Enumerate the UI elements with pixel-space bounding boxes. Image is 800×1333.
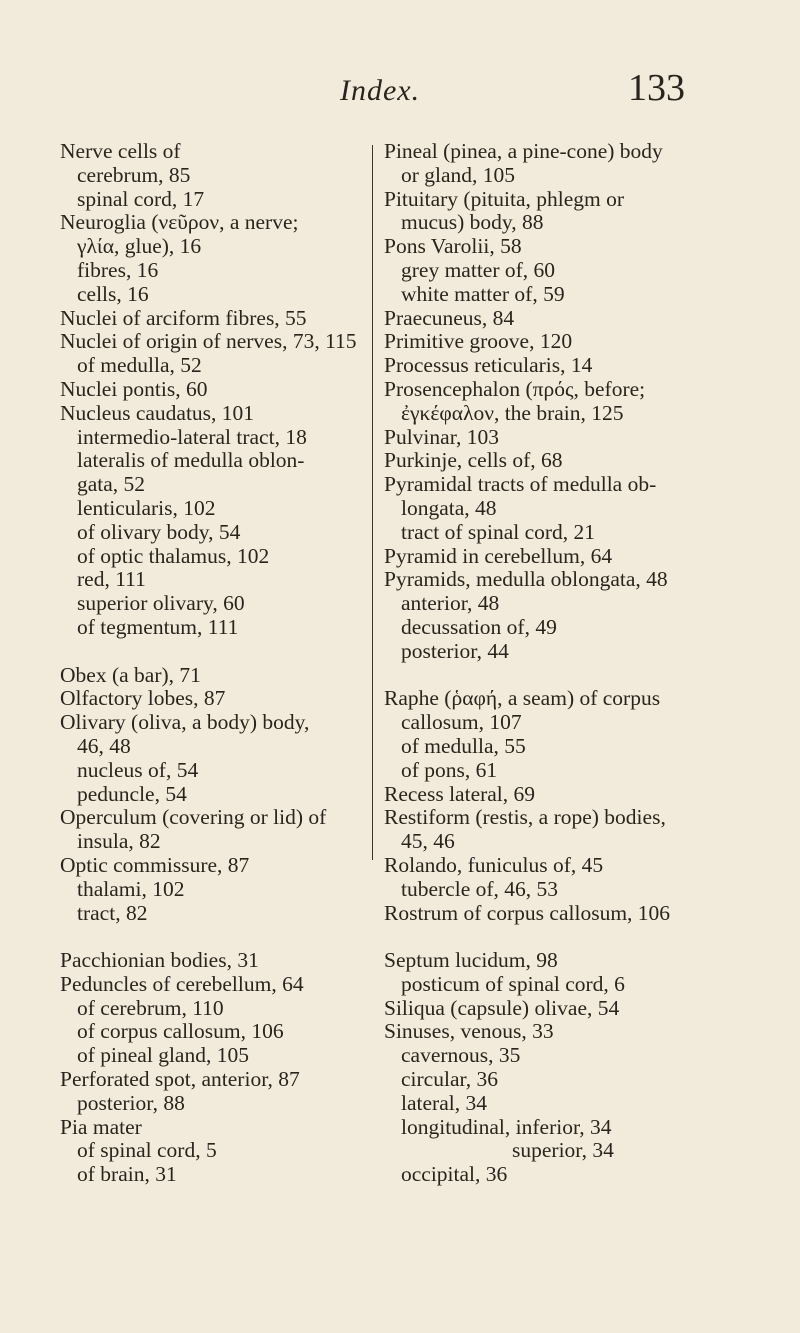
index-subentry: circular, 36 <box>401 1067 499 1092</box>
index-entry: Nuclei of arciform fibres, 55 <box>60 305 307 330</box>
index-subentry: mucus) body, 88 <box>401 210 544 235</box>
index-entry: Siliqua (capsule) olivae, 54 <box>384 995 620 1020</box>
index-column-left <box>60 140 360 1187</box>
index-subentry: spinal cord, 17 <box>77 186 205 211</box>
index-entry: Septum lucidum, 98 <box>384 948 558 973</box>
index-entry: Pyramid in cerebellum, 64 <box>384 543 613 568</box>
index-subentry: nucleus of, 54 <box>77 757 199 782</box>
index-subentry: fibres, 16 <box>77 257 159 282</box>
index-entry: Processus reticularis, 14 <box>384 353 593 378</box>
index-subentry: of medulla, 52 <box>77 353 202 378</box>
index-subentry: grey matter of, 60 <box>401 257 556 282</box>
section-gap <box>60 640 360 664</box>
index-subentry: of optic thalamus, 102 <box>77 543 270 568</box>
index-subentry: or gland, 105 <box>401 162 516 187</box>
index-entry: Pyramidal tracts of medulla ob- <box>384 472 657 497</box>
index-subentry: of tegmentum, 111 <box>77 614 239 639</box>
index-entry: Nuclei pontis, 60 <box>60 376 208 401</box>
index-subentry: gata, 52 <box>77 472 146 497</box>
index-subentry: of brain, 31 <box>77 1162 177 1187</box>
index-subentry: of pons, 61 <box>401 757 498 782</box>
index-entry: Pons Varolii, 58 <box>384 234 522 259</box>
index-entry: Raphe (ῥαφή, a seam) of corpus <box>384 686 661 711</box>
index-subentry: of spinal cord, 5 <box>77 1138 217 1163</box>
index-entry: Nerve cells of <box>60 139 181 163</box>
index-entry: Pyramids, medulla oblongata, 48 <box>384 567 668 592</box>
index-subentry: tubercle of, 46, 53 <box>401 876 559 901</box>
section-gap <box>384 664 724 688</box>
index-subentry: peduncle, 54 <box>77 781 187 806</box>
index-entry: Pacchionian bodies, 31 <box>60 948 259 973</box>
index-entry: Peduncles of cerebellum, 64 <box>60 971 304 996</box>
index-entry: Praecuneus, 84 <box>384 305 515 330</box>
index-subentry: decussation of, 49 <box>401 614 557 639</box>
index-entry: Pia mater <box>60 1114 142 1139</box>
index-entry: Prosencephalon (πρός, before; <box>384 376 646 401</box>
index-subentry: superior olivary, 60 <box>77 591 245 616</box>
section-gap <box>60 925 360 949</box>
index-subentry: callosum, 107 <box>401 710 522 735</box>
index-subentry: of cerebrum, 110 <box>77 995 224 1020</box>
index-subentry: γλία, glue), 16 <box>77 234 202 259</box>
index-subentry: of corpus callosum, 106 <box>77 1019 284 1044</box>
index-subentry: 46, 48 <box>77 733 131 758</box>
index-subentry: cavernous, 35 <box>401 1043 521 1068</box>
index-entry: Operculum (covering or lid) of <box>60 805 327 830</box>
index-subentry: lateralis of medulla oblon- <box>77 448 305 473</box>
index-entry: Rostrum of corpus callosum, 106 <box>384 900 671 925</box>
index-subentry: longata, 48 <box>401 495 497 520</box>
index-subentry: intermedio-lateral tract, 18 <box>77 424 307 449</box>
index-subentry: occipital, 36 <box>401 1162 508 1187</box>
index-entry: Pineal (pinea, a pine-cone) body <box>384 139 663 163</box>
index-entry: Olfactory lobes, 87 <box>60 686 226 711</box>
index-subentry: 45, 46 <box>401 829 455 854</box>
index-entry: Restiform (restis, a rope) bodies, <box>384 805 666 830</box>
index-subentry: posterior, 88 <box>77 1090 185 1115</box>
index-entry: Optic commissure, 87 <box>60 852 250 877</box>
index-entry: Obex (a bar), 71 <box>60 662 201 687</box>
index-entry: Pulvinar, 103 <box>384 424 499 449</box>
index-subentry: lateral, 34 <box>401 1090 487 1115</box>
index-subentry: tract of spinal cord, 21 <box>401 519 596 544</box>
index-subentry: lenticularis, 102 <box>77 495 216 520</box>
index-column-right <box>384 140 724 1187</box>
index-subentry: of medulla, 55 <box>401 733 526 758</box>
index-subentry: of pineal gland, 105 <box>77 1043 249 1068</box>
index-entry: Sinuses, venous, 33 <box>384 1019 554 1044</box>
page-title: Index. <box>340 74 421 107</box>
index-subentry: insula, 82 <box>77 829 161 854</box>
page-number: 133 <box>628 67 685 109</box>
index-entry: Primitive groove, 120 <box>384 329 573 354</box>
index-subentry: tract, 82 <box>77 900 148 925</box>
index-subentry: white matter of, 59 <box>401 281 565 306</box>
index-subentry: cells, 16 <box>77 281 149 306</box>
index-subentry: longitudinal, inferior, 34 <box>401 1114 612 1139</box>
index-subentry: posticum of spinal cord, 6 <box>401 971 625 996</box>
running-head <box>0 66 800 110</box>
index-entry: Rolando, funiculus of, 45 <box>384 852 604 877</box>
index-entry: Purkinje, cells of, 68 <box>384 448 563 473</box>
index-subentry: ἐγκέφαλον, the brain, 125 <box>401 400 624 425</box>
index-entry: Nucleus caudatus, 101 <box>60 400 255 425</box>
index-entry: Neuroglia (νεῦρον, a nerve; <box>60 210 299 235</box>
index-subentry: cerebrum, 85 <box>77 162 191 187</box>
index-subentry: red, 111 <box>77 567 146 592</box>
index-entry: Olivary (oliva, a body) body, <box>60 710 310 735</box>
index-entry: Recess lateral, 69 <box>384 781 536 806</box>
column-divider <box>372 145 373 860</box>
index-subentry: posterior, 44 <box>401 638 509 663</box>
section-gap <box>384 925 724 949</box>
index-entry: Pituitary (pituita, phlegm or <box>384 186 625 211</box>
index-subentry: of olivary body, 54 <box>77 519 241 544</box>
index-subentry: thalami, 102 <box>77 876 185 901</box>
index-entry: Perforated spot, anterior, 87 <box>60 1067 300 1092</box>
index-subentry: superior, 34 <box>512 1138 614 1163</box>
index-subentry: anterior, 48 <box>401 591 500 616</box>
index-entry: Nuclei of origin of nerves, 73, 115 <box>60 329 357 354</box>
